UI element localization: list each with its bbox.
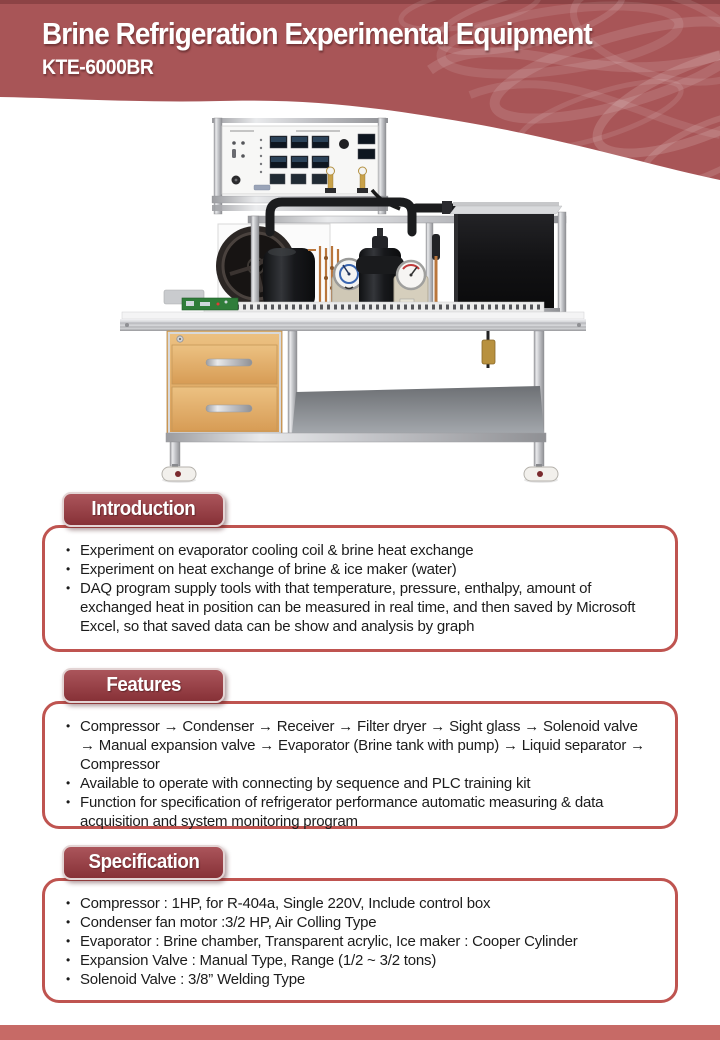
section-badge-features xyxy=(62,668,225,703)
specification-box xyxy=(42,878,678,1003)
introduction-list xyxy=(65,541,647,636)
page-title: Brine Refrigeration Experimental Equipment xyxy=(42,16,592,51)
drawer-cabinet xyxy=(167,331,282,435)
bottom-rail xyxy=(166,433,546,442)
footer-bar xyxy=(0,1025,720,1040)
list-item: • Available to operate with connecting by sequence and PLC training kit xyxy=(65,774,647,793)
list-item: • DAQ program supply tools with that temperature, pressure, enthalpy, amount of exchanged heat in position can be measured in real time, and then saved by Microsoft Excel, so that saved data can be show and analysis by graph xyxy=(65,579,647,636)
panel-knob xyxy=(339,139,349,149)
section-badge-introduction xyxy=(62,492,225,527)
caster-wheel xyxy=(524,464,558,483)
drawer-handle xyxy=(206,405,252,412)
section-introduction xyxy=(42,492,678,652)
model-number: KTE-6000BR xyxy=(42,56,154,79)
list-item: • Compressor : 1HP, for R-404a, Single 220V, Include control box xyxy=(65,894,647,913)
section-features xyxy=(42,668,678,829)
section-title: Features xyxy=(106,674,181,696)
brine-tank xyxy=(450,202,562,314)
section-title: Specification xyxy=(88,851,199,873)
terminal-strip xyxy=(204,302,544,312)
drawer-handle xyxy=(206,359,252,366)
list-item: • Evaporator : Brine chamber, Transparent acrylic, Ice maker : Cooper Cylinder xyxy=(65,932,647,951)
digital-meters xyxy=(270,136,329,184)
features-list xyxy=(65,717,647,831)
section-title: Introduction xyxy=(91,498,196,520)
list-item: • Compressor → Condenser → Receiver → Filter dryer → Sight glass → Solenoid valve → Manual expansion valve → Evaporator (Brine tank with pump) → Liquid separator → Compressor xyxy=(65,717,647,774)
lower-shelf xyxy=(292,386,544,433)
caster-wheel xyxy=(162,464,196,483)
table-top xyxy=(120,312,586,331)
list-item: • Condenser fan motor :3/2 HP, Air Colling Type xyxy=(65,913,647,932)
specification-list xyxy=(65,894,647,989)
copper-pipe xyxy=(432,234,448,305)
list-item: • Experiment on evaporator cooling coil & brine heat exchange xyxy=(65,541,647,560)
introduction-box xyxy=(42,525,678,652)
equipment-photo xyxy=(120,116,590,484)
list-item: • Expansion Valve : Manual Type, Range (1/2 ~ 3/2 tons) xyxy=(65,951,647,970)
section-specification xyxy=(42,845,678,1003)
features-box xyxy=(42,701,678,829)
section-badge-specification xyxy=(62,845,225,880)
brass-valve xyxy=(482,340,495,364)
list-item: • Experiment on heat exchange of brine & ice maker (water) xyxy=(65,560,647,579)
list-item: • Solenoid Valve : 3/8” Welding Type xyxy=(65,970,647,989)
list-item: • Function for specification of refrigerator performance automatic measuring & data acquisition and system monitoring program xyxy=(65,793,647,831)
